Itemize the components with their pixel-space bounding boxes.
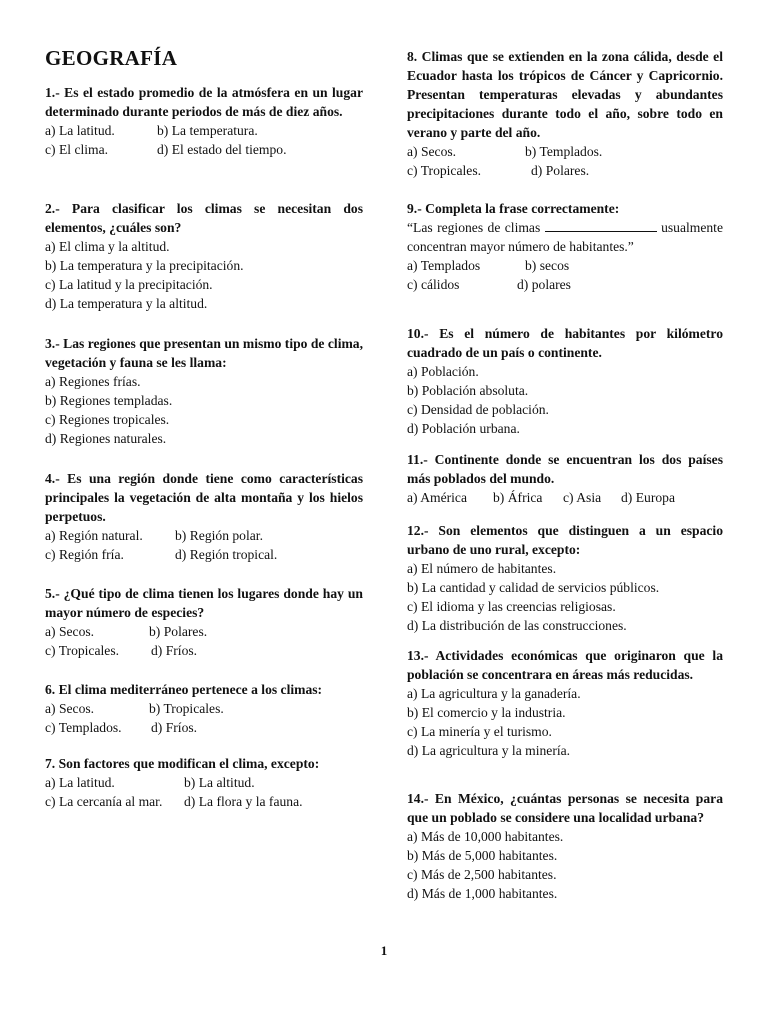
option-a: a) La latitud. — [45, 775, 115, 790]
option-b: b) Región polar. — [175, 528, 263, 543]
option-c: c) Asia — [563, 490, 602, 505]
option-c: c) Densidad de población. — [407, 402, 549, 417]
option-a: a) Secos. — [407, 144, 457, 159]
option-c: c) La cercanía al mar. — [45, 794, 163, 809]
option-d: d) La agricultura y la minería. — [407, 743, 571, 758]
question-9 — [407, 199, 723, 294]
question-stem: 3.- Las regiones que presentan un mismo tipo de clima, vegetación y fauna se les llama: — [45, 336, 363, 370]
question-stem: 5.- ¿Qué tipo de clima tienen los lugares donde hay un mayor número de especies? — [45, 586, 363, 620]
question-stem: 4.- Es una región donde tiene como características principales la vegetación de alta montaña y los hielos perpetuos. — [45, 471, 363, 524]
question-stem: 2.- Para clasificar los climas se necesitan dos elementos, ¿cuáles son? — [45, 201, 363, 235]
option-c: c) Templados. — [45, 720, 122, 735]
question-stem: 12.- Son elementos que distinguen a un espacio urbano de uno rural, excepto: — [407, 523, 723, 557]
option-b: b) Polares. — [149, 624, 208, 639]
option-b: b) África — [493, 490, 543, 505]
question-stem: 11.- Continente donde se encuentran los dos países más poblados del mundo. — [407, 452, 723, 486]
question-5 — [45, 584, 363, 660]
question-11 — [407, 450, 723, 507]
option-c: c) Regiones tropicales. — [45, 412, 170, 427]
question-7 — [45, 754, 363, 811]
option-d: d) El estado del tiempo. — [157, 142, 287, 157]
option-d: d) Fríos. — [151, 720, 198, 735]
question-13 — [407, 646, 723, 760]
answer-blank[interactable] — [545, 219, 657, 232]
option-d: d) Población urbana. — [407, 421, 520, 436]
option-c: c) Tropicales. — [407, 163, 482, 178]
question-8 — [407, 47, 723, 180]
option-c: c) cálidos — [407, 277, 460, 292]
question-10 — [407, 324, 723, 438]
question-stem: 6. El clima mediterráneo pertenece a los climas: — [45, 682, 323, 697]
option-b: b) Templados. — [525, 144, 603, 159]
option-d: d) La temperatura y la altitud. — [45, 296, 208, 311]
option-a: a) Más de 10,000 habitantes. — [407, 829, 564, 844]
option-a: a) Secos. — [45, 701, 95, 716]
question-6 — [45, 680, 363, 737]
option-c: c) El idioma y las creencias religiosas. — [407, 599, 616, 614]
question-14 — [407, 789, 723, 903]
option-b: b) La cantidad y calidad de servicios públicos. — [407, 580, 660, 595]
option-d: d) Europa — [621, 490, 675, 505]
question-stem: 13.- Actividades económicas que originaron que la población se concentrara en áreas más reducidas. — [407, 648, 723, 682]
question-stem: 7. Son factores que modifican el clima, excepto: — [45, 756, 320, 771]
option-c: c) Región fría. — [45, 547, 124, 562]
option-a: a) Región natural. — [45, 528, 143, 543]
option-d: d) Polares. — [531, 163, 590, 178]
option-d: d) La flora y la fauna. — [184, 794, 303, 809]
question-stem: 9.- Completa la frase correctamente: — [407, 201, 620, 216]
option-d: d) Regiones naturales. — [45, 431, 167, 446]
option-a: a) Población. — [407, 364, 479, 379]
question-stem: 1.- Es el estado promedio de la atmósfera en un lugar determinado durante periodos de más de diez años. — [45, 85, 363, 119]
option-c: c) La minería y el turismo. — [407, 724, 552, 739]
option-d: d) polares — [517, 277, 571, 292]
option-a: a) América — [407, 490, 468, 505]
option-b: b) La altitud. — [184, 775, 255, 790]
option-b: b) El comercio y la industria. — [407, 705, 566, 720]
option-d: d) Fríos. — [151, 643, 198, 658]
question-stem: 14.- En México, ¿cuántas personas se necesita para que un poblado se considere una localidad urbana? — [407, 791, 723, 825]
option-c: c) La latitud y la precipitación. — [45, 277, 213, 292]
option-a: a) El clima y la altitud. — [45, 239, 170, 254]
option-b: b) Más de 5,000 habitantes. — [407, 848, 558, 863]
option-b: b) La temperatura y la precipitación. — [45, 258, 244, 273]
option-a: a) La agricultura y la ganadería. — [407, 686, 581, 701]
question-3 — [45, 334, 363, 448]
option-b: b) Población absoluta. — [407, 383, 529, 398]
option-a: a) El número de habitantes. — [407, 561, 557, 576]
question-4 — [45, 469, 363, 564]
option-a: a) Secos. — [45, 624, 95, 639]
sentence-start: “Las regiones de climas — [407, 220, 541, 235]
fill-in-sentence — [407, 218, 723, 256]
sentence-end: usualmente concentran mayor número de habitantes.” — [407, 220, 723, 254]
option-a: a) Templados — [407, 258, 481, 273]
option-b: b) secos — [525, 258, 570, 273]
question-stem: 8. Climas que se extienden en la zona cálida, desde el Ecuador hasta los trópicos de Cáncer y Capricornio. Presentan temperaturas elevadas y abundantes precipitaciones durante todo el año, sobre todo en verano y parte del año. — [407, 49, 723, 140]
question-1 — [45, 83, 363, 159]
page-number: 1 — [380, 943, 388, 958]
question-2 — [45, 199, 363, 313]
option-d: d) Región tropical. — [175, 547, 278, 562]
option-d: d) La distribución de las construcciones. — [407, 618, 627, 633]
option-b: b) Tropicales. — [149, 701, 224, 716]
option-a: a) Regiones frías. — [45, 374, 141, 389]
option-b: b) Regiones templadas. — [45, 393, 173, 408]
question-12 — [407, 521, 723, 635]
option-c: c) El clima. — [45, 142, 109, 157]
option-c: c) Tropicales. — [45, 643, 120, 658]
option-b: b) La temperatura. — [157, 123, 258, 138]
option-a: a) La latitud. — [45, 123, 115, 138]
question-stem: 10.- Es el número de habitantes por kilómetro cuadrado de un país o continente. — [407, 326, 723, 360]
option-d: d) Más de 1,000 habitantes. — [407, 886, 558, 901]
option-c: c) Más de 2,500 habitantes. — [407, 867, 557, 882]
page-title: GEOGRAFÍA — [45, 46, 178, 70]
